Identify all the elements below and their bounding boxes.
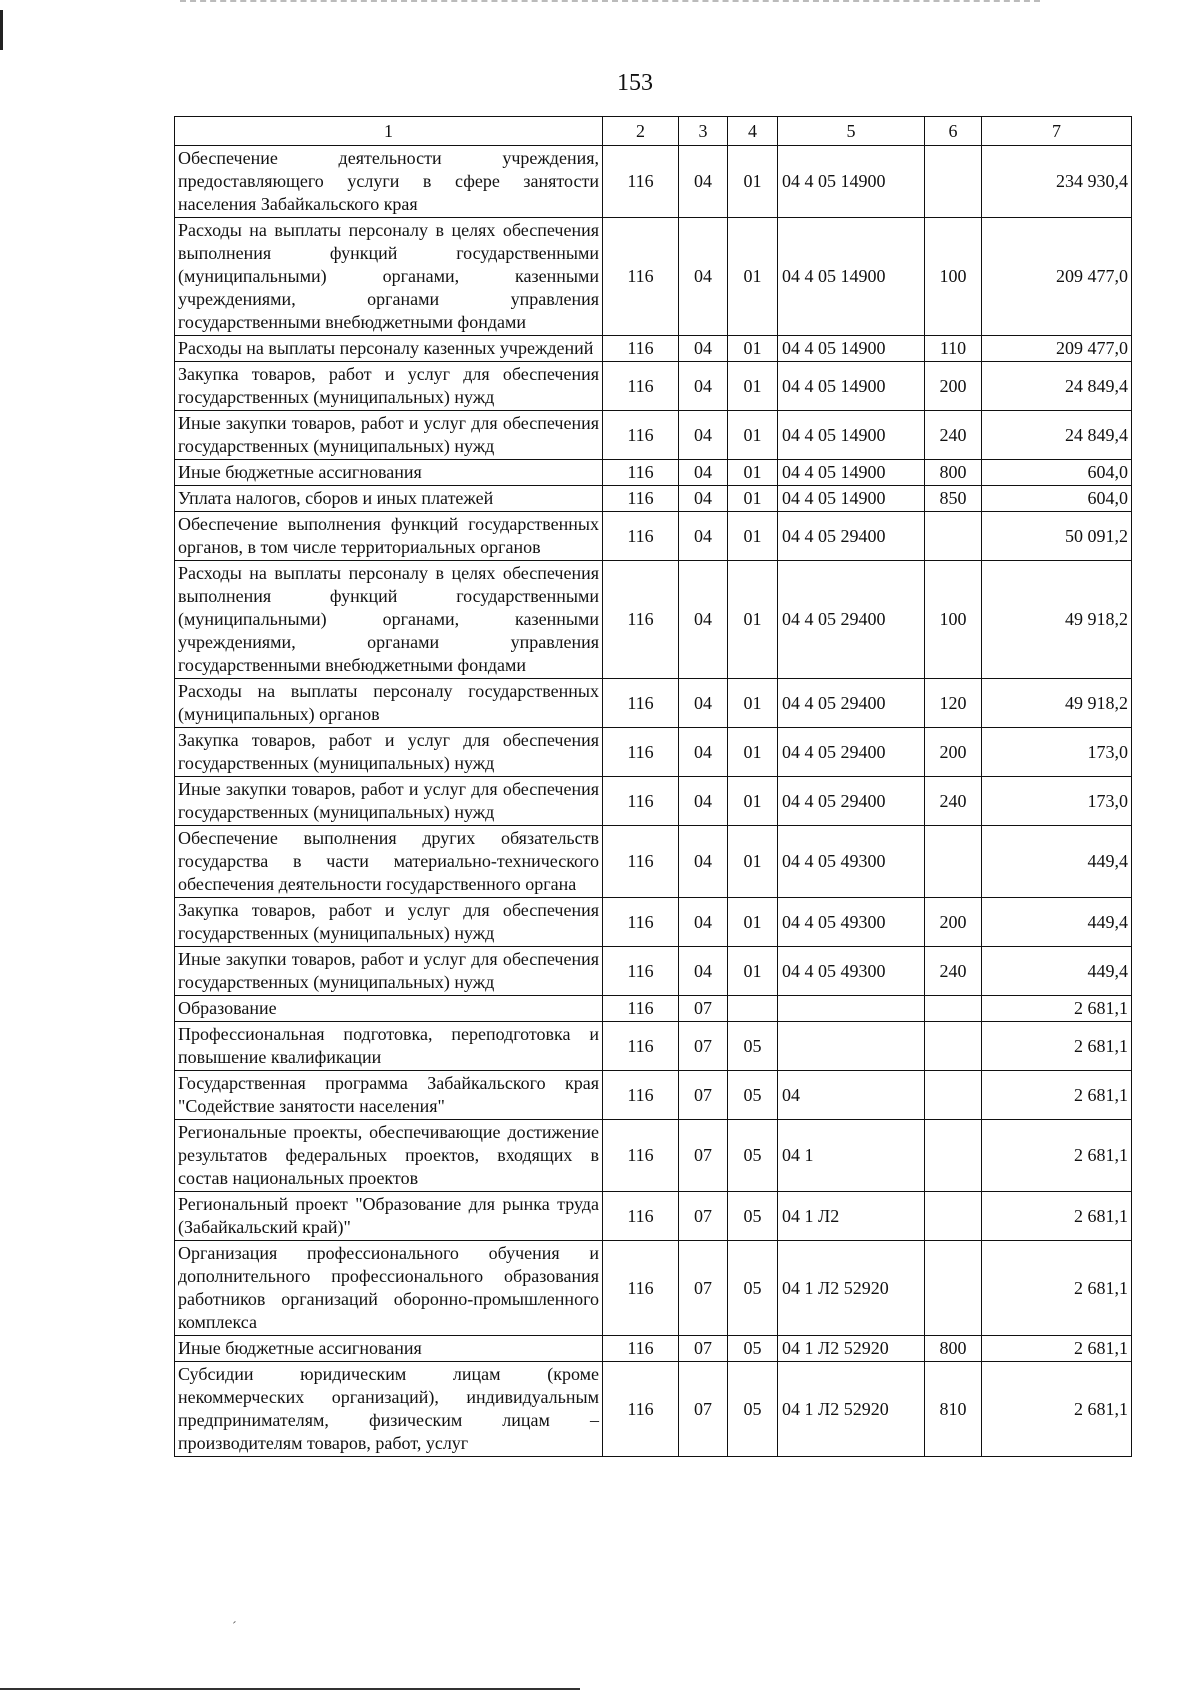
admin-code-cell: 116 <box>603 1192 679 1241</box>
target-article-cell: 04 1 Л2 52920 <box>778 1362 925 1457</box>
row-name-cell: Иные бюджетные ассигнования <box>175 1336 603 1362</box>
row-name-cell: Расходы на выплаты персоналу государственных (муниципальных) органов <box>175 679 603 728</box>
expense-type-cell <box>925 996 982 1022</box>
admin-code-cell: 116 <box>603 1022 679 1071</box>
subsection-code-cell: 01 <box>728 336 778 362</box>
target-article-cell: 04 4 05 14900 <box>778 460 925 486</box>
amount-cell: 24 849,4 <box>982 411 1132 460</box>
target-article-cell: 04 4 05 29400 <box>778 679 925 728</box>
target-article-cell: 04 4 05 29400 <box>778 512 925 561</box>
subsection-code-cell: 01 <box>728 679 778 728</box>
section-code-cell: 04 <box>679 728 728 777</box>
admin-code-cell: 116 <box>603 411 679 460</box>
expense-type-cell <box>925 512 982 561</box>
target-article-cell: 04 1 Л2 52920 <box>778 1241 925 1336</box>
row-name-cell: Расходы на выплаты персоналу казенных учреждений <box>175 336 603 362</box>
column-header: 2 <box>603 117 679 146</box>
subsection-code-cell: 01 <box>728 777 778 826</box>
expense-type-cell <box>925 1192 982 1241</box>
admin-code-cell: 116 <box>603 1120 679 1192</box>
target-article-cell: 04 4 05 14900 <box>778 362 925 411</box>
row-name-cell: Региональные проекты, обеспечивающие достижение результатов федеральных проектов, входящих в состав национальных проектов <box>175 1120 603 1192</box>
row-name-cell: Закупка товаров, работ и услуг для обеспечения государственных (муниципальных) нужд <box>175 362 603 411</box>
section-code-cell: 07 <box>679 1241 728 1336</box>
amount-cell: 2 681,1 <box>982 1192 1132 1241</box>
expense-type-cell: 200 <box>925 728 982 777</box>
target-article-cell: 04 4 05 29400 <box>778 561 925 679</box>
amount-cell: 234 930,4 <box>982 146 1132 218</box>
expense-type-cell: 800 <box>925 460 982 486</box>
table-row <box>175 411 1132 460</box>
scan-edge-mark <box>0 10 3 50</box>
table-row <box>175 561 1132 679</box>
table-row <box>175 947 1132 996</box>
table-row <box>175 1022 1132 1071</box>
column-header: 3 <box>679 117 728 146</box>
section-code-cell: 07 <box>679 1071 728 1120</box>
target-article-cell: 04 1 <box>778 1120 925 1192</box>
row-name-cell: Образование <box>175 996 603 1022</box>
admin-code-cell: 116 <box>603 460 679 486</box>
amount-cell: 604,0 <box>982 460 1132 486</box>
expense-type-cell <box>925 826 982 898</box>
table-row <box>175 898 1132 947</box>
section-code-cell: 04 <box>679 561 728 679</box>
subsection-code-cell: 05 <box>728 1241 778 1336</box>
admin-code-cell: 116 <box>603 826 679 898</box>
section-code-cell: 07 <box>679 1336 728 1362</box>
target-article-cell: 04 4 05 29400 <box>778 777 925 826</box>
admin-code-cell: 116 <box>603 777 679 826</box>
row-name-cell: Расходы на выплаты персоналу в целях обеспечения выполнения функций государственными (муниципальными) органами, казенными учреждениями, органами управления государственными внебюджетными фондами <box>175 218 603 336</box>
subsection-code-cell: 01 <box>728 512 778 561</box>
amount-cell: 49 918,2 <box>982 679 1132 728</box>
target-article-cell: 04 4 05 14900 <box>778 486 925 512</box>
amount-cell: 2 681,1 <box>982 1120 1132 1192</box>
amount-cell: 449,4 <box>982 826 1132 898</box>
admin-code-cell: 116 <box>603 486 679 512</box>
expense-type-cell <box>925 1071 982 1120</box>
admin-code-cell: 116 <box>603 362 679 411</box>
row-name-cell: Закупка товаров, работ и услуг для обеспечения государственных (муниципальных) нужд <box>175 728 603 777</box>
target-article-cell: 04 <box>778 1071 925 1120</box>
amount-cell: 173,0 <box>982 728 1132 777</box>
expense-type-cell: 850 <box>925 486 982 512</box>
amount-cell: 24 849,4 <box>982 362 1132 411</box>
expense-type-cell: 100 <box>925 561 982 679</box>
subsection-code-cell: 05 <box>728 1362 778 1457</box>
table-row <box>175 777 1132 826</box>
subsection-code-cell: 01 <box>728 826 778 898</box>
amount-cell: 449,4 <box>982 898 1132 947</box>
column-header: 1 <box>175 117 603 146</box>
table-body <box>175 146 1132 1457</box>
table-row <box>175 1241 1132 1336</box>
section-code-cell: 04 <box>679 947 728 996</box>
expense-type-cell: 200 <box>925 898 982 947</box>
amount-cell: 2 681,1 <box>982 1362 1132 1457</box>
subsection-code-cell: 01 <box>728 728 778 777</box>
target-article-cell: 04 1 Л2 52920 <box>778 1336 925 1362</box>
admin-code-cell: 116 <box>603 218 679 336</box>
table-row <box>175 996 1132 1022</box>
section-code-cell: 07 <box>679 1192 728 1241</box>
section-code-cell: 04 <box>679 146 728 218</box>
subsection-code-cell: 01 <box>728 486 778 512</box>
column-header: 5 <box>778 117 925 146</box>
section-code-cell: 04 <box>679 679 728 728</box>
section-code-cell: 04 <box>679 411 728 460</box>
table-row <box>175 679 1132 728</box>
subsection-code-cell: 01 <box>728 218 778 336</box>
top-scan-rule <box>180 0 1040 4</box>
expense-type-cell: 240 <box>925 411 982 460</box>
admin-code-cell: 116 <box>603 561 679 679</box>
subsection-code-cell: 01 <box>728 898 778 947</box>
section-code-cell: 04 <box>679 218 728 336</box>
subsection-code-cell <box>728 996 778 1022</box>
amount-cell: 173,0 <box>982 777 1132 826</box>
subsection-code-cell: 05 <box>728 1120 778 1192</box>
bottom-scan-rule <box>0 1688 580 1690</box>
subsection-code-cell: 05 <box>728 1022 778 1071</box>
table-row <box>175 218 1132 336</box>
amount-cell: 449,4 <box>982 947 1132 996</box>
column-header: 4 <box>728 117 778 146</box>
target-article-cell: 04 1 Л2 <box>778 1192 925 1241</box>
expense-type-cell: 110 <box>925 336 982 362</box>
table-row <box>175 1120 1132 1192</box>
expense-type-cell <box>925 1120 982 1192</box>
target-article-cell: 04 4 05 14900 <box>778 218 925 336</box>
amount-cell: 2 681,1 <box>982 1241 1132 1336</box>
target-article-cell: 04 4 05 49300 <box>778 947 925 996</box>
table-row <box>175 728 1132 777</box>
expense-type-cell <box>925 146 982 218</box>
target-article-cell: 04 4 05 49300 <box>778 898 925 947</box>
amount-cell: 2 681,1 <box>982 1022 1132 1071</box>
target-article-cell: 04 4 05 49300 <box>778 826 925 898</box>
target-article-cell <box>778 1022 925 1071</box>
admin-code-cell: 116 <box>603 947 679 996</box>
admin-code-cell: 116 <box>603 1336 679 1362</box>
subsection-code-cell: 01 <box>728 146 778 218</box>
row-name-cell: Иные закупки товаров, работ и услуг для обеспечения государственных (муниципальных) нужд <box>175 777 603 826</box>
amount-cell: 604,0 <box>982 486 1132 512</box>
section-code-cell: 04 <box>679 336 728 362</box>
table-row <box>175 486 1132 512</box>
subsection-code-cell: 01 <box>728 411 778 460</box>
column-header: 6 <box>925 117 982 146</box>
column-header: 7 <box>982 117 1132 146</box>
subsection-code-cell: 05 <box>728 1192 778 1241</box>
table-row <box>175 336 1132 362</box>
table-row <box>175 460 1132 486</box>
section-code-cell: 07 <box>679 1022 728 1071</box>
table-row <box>175 1362 1132 1457</box>
row-name-cell: Государственная программа Забайкальского края "Содействие занятости населения" <box>175 1071 603 1120</box>
row-name-cell: Иные закупки товаров, работ и услуг для обеспечения государственных (муниципальных) нужд <box>175 947 603 996</box>
row-name-cell: Иные бюджетные ассигнования <box>175 460 603 486</box>
row-name-cell: Профессиональная подготовка, переподготовка и повышение квалификации <box>175 1022 603 1071</box>
admin-code-cell: 116 <box>603 996 679 1022</box>
admin-code-cell: 116 <box>603 898 679 947</box>
amount-cell: 50 091,2 <box>982 512 1132 561</box>
subsection-code-cell: 01 <box>728 947 778 996</box>
row-name-cell: Обеспечение деятельности учреждения, предоставляющего услуги в сфере занятости населения Забайкальского края <box>175 146 603 218</box>
expense-type-cell: 240 <box>925 947 982 996</box>
row-name-cell: Региональный проект "Образование для рынка труда (Забайкальский край)" <box>175 1192 603 1241</box>
row-name-cell: Иные закупки товаров, работ и услуг для обеспечения государственных (муниципальных) нужд <box>175 411 603 460</box>
section-code-cell: 07 <box>679 1362 728 1457</box>
expense-type-cell: 100 <box>925 218 982 336</box>
table-row <box>175 1336 1132 1362</box>
section-code-cell: 04 <box>679 898 728 947</box>
amount-cell: 2 681,1 <box>982 996 1132 1022</box>
admin-code-cell: 116 <box>603 1071 679 1120</box>
section-code-cell: 04 <box>679 486 728 512</box>
admin-code-cell: 116 <box>603 512 679 561</box>
page-number: 153 <box>617 70 653 96</box>
budget-table <box>174 116 1132 1457</box>
section-code-cell: 04 <box>679 777 728 826</box>
section-code-cell: 04 <box>679 460 728 486</box>
row-name-cell: Закупка товаров, работ и услуг для обеспечения государственных (муниципальных) нужд <box>175 898 603 947</box>
subsection-code-cell: 01 <box>728 362 778 411</box>
amount-cell: 2 681,1 <box>982 1071 1132 1120</box>
section-code-cell: 04 <box>679 362 728 411</box>
admin-code-cell: 116 <box>603 336 679 362</box>
expense-type-cell: 240 <box>925 777 982 826</box>
row-name-cell: Субсидии юридическим лицам (кроме некоммерческих организаций), индивидуальным предпринимателям, физическим лицам – производителям товаров, работ, услуг <box>175 1362 603 1457</box>
table-header-row <box>175 117 1132 146</box>
expense-type-cell: 810 <box>925 1362 982 1457</box>
row-name-cell: Уплата налогов, сборов и иных платежей <box>175 486 603 512</box>
amount-cell: 209 477,0 <box>982 218 1132 336</box>
expense-type-cell <box>925 1241 982 1336</box>
subsection-code-cell: 01 <box>728 561 778 679</box>
section-code-cell: 07 <box>679 1120 728 1192</box>
row-name-cell: Обеспечение выполнения функций государственных органов, в том числе территориальных органов <box>175 512 603 561</box>
target-article-cell: 04 4 05 14900 <box>778 411 925 460</box>
expense-type-cell: 200 <box>925 362 982 411</box>
section-code-cell: 04 <box>679 826 728 898</box>
subsection-code-cell: 05 <box>728 1071 778 1120</box>
admin-code-cell: 116 <box>603 1241 679 1336</box>
table-row <box>175 1071 1132 1120</box>
amount-cell: 2 681,1 <box>982 1336 1132 1362</box>
target-article-cell: 04 4 05 29400 <box>778 728 925 777</box>
row-name-cell: Организация профессионального обучения и дополнительного профессионального образования работников организаций оборонно-промышленного комплекса <box>175 1241 603 1336</box>
row-name-cell: Расходы на выплаты персоналу в целях обеспечения выполнения функций государственными (муниципальными) органами, казенными учреждениями, органами управления государственными внебюджетными фондами <box>175 561 603 679</box>
table-row <box>175 1192 1132 1241</box>
table-row <box>175 362 1132 411</box>
target-article-cell <box>778 996 925 1022</box>
target-article-cell: 04 4 05 14900 <box>778 146 925 218</box>
scan-artifact-mark: ´ <box>232 1620 237 1635</box>
admin-code-cell: 116 <box>603 728 679 777</box>
expense-type-cell <box>925 1022 982 1071</box>
admin-code-cell: 116 <box>603 146 679 218</box>
row-name-cell: Обеспечение выполнения других обязательств государства в части материально-технического обеспечения деятельности государственного органа <box>175 826 603 898</box>
amount-cell: 49 918,2 <box>982 561 1132 679</box>
target-article-cell: 04 4 05 14900 <box>778 336 925 362</box>
table-row <box>175 512 1132 561</box>
amount-cell: 209 477,0 <box>982 336 1132 362</box>
expense-type-cell: 120 <box>925 679 982 728</box>
admin-code-cell: 116 <box>603 1362 679 1457</box>
section-code-cell: 07 <box>679 996 728 1022</box>
section-code-cell: 04 <box>679 512 728 561</box>
table-row <box>175 826 1132 898</box>
subsection-code-cell: 01 <box>728 460 778 486</box>
table-row <box>175 146 1132 218</box>
expense-type-cell: 800 <box>925 1336 982 1362</box>
admin-code-cell: 116 <box>603 679 679 728</box>
subsection-code-cell: 05 <box>728 1336 778 1362</box>
